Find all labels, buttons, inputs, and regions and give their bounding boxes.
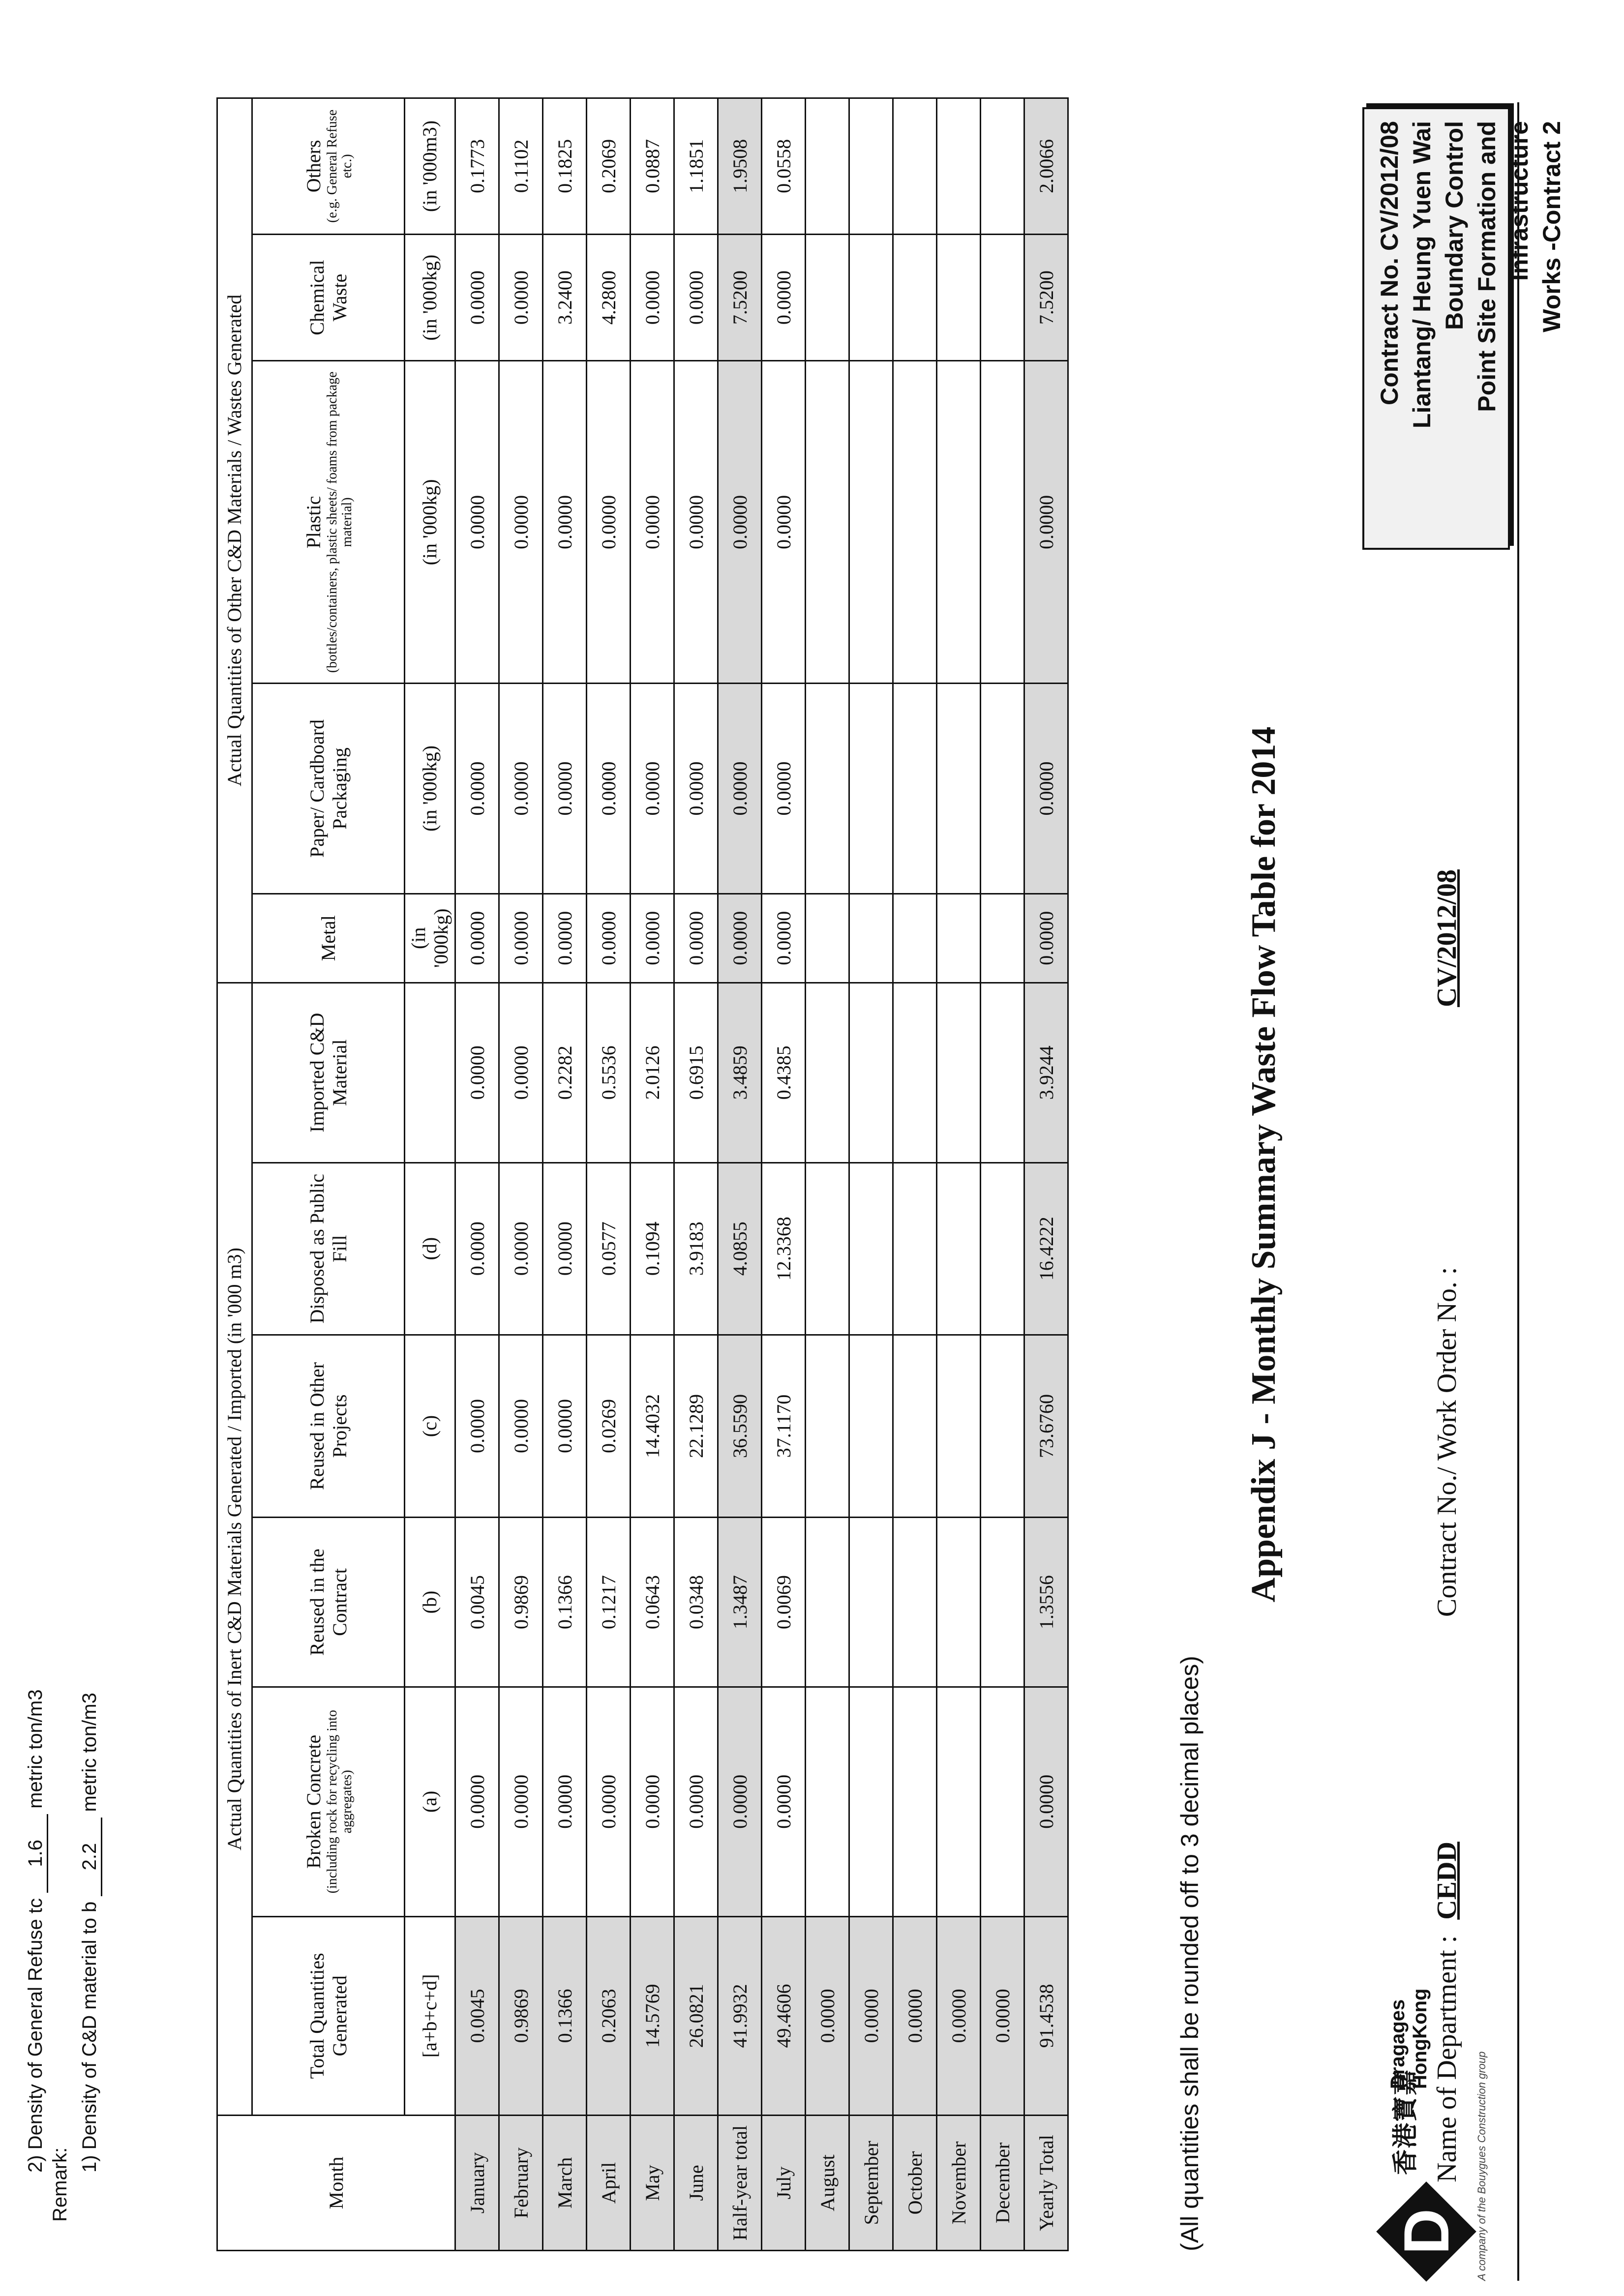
cell-d — [981, 1163, 1024, 1335]
cell-chem: 0.0000 — [631, 234, 674, 361]
cell-metal: 0.0000 — [499, 894, 543, 983]
cell-metal — [893, 894, 937, 983]
cell-a: 0.0000 — [499, 1687, 543, 1916]
logo-english-name-1: Dragages — [1387, 1999, 1409, 2089]
cell-b: 1.3556 — [1024, 1518, 1068, 1687]
cell-metal — [937, 894, 981, 983]
cell-chem — [981, 234, 1024, 361]
cell-month: June — [674, 2116, 718, 2251]
cell-total: 0.0000 — [806, 1916, 849, 2115]
header-reused-other: Reused in Other Projects — [252, 1335, 405, 1517]
remark-title: Remark: — [49, 2147, 71, 2222]
cell-c: 0.0000 — [543, 1335, 587, 1517]
waste-flow-table — [216, 97, 1069, 2251]
header-imported: Imported C&D Material — [252, 983, 405, 1163]
cell-total: 26.0821 — [674, 1916, 718, 2115]
cell-a: 0.0000 — [1024, 1687, 1068, 1916]
header-chemical-unit: (in '000kg) — [405, 234, 455, 361]
table-row — [762, 98, 806, 2251]
cell-others: 0.0887 — [631, 98, 674, 235]
cell-c: 0.0269 — [587, 1335, 631, 1517]
cell-d: 0.0000 — [543, 1163, 587, 1335]
cell-total: 14.5769 — [631, 1916, 674, 2115]
cell-d: 4.0855 — [718, 1163, 762, 1335]
cell-imp: 2.0126 — [631, 983, 674, 1163]
cell-a — [981, 1687, 1024, 1916]
cell-c — [893, 1335, 937, 1517]
cell-chem — [937, 234, 981, 361]
cell-paper: 0.0000 — [543, 684, 587, 894]
page-title: Appendix J - Monthly Summary Waste Flow Table for 2014 — [1245, 726, 1283, 1603]
cell-imp — [806, 983, 849, 1163]
department-value: CEDD — [1432, 1842, 1462, 1920]
cell-b — [937, 1518, 981, 1687]
cell-paper: 0.0000 — [718, 684, 762, 894]
table-row — [718, 98, 762, 2251]
cell-d — [806, 1163, 849, 1335]
cell-d: 3.9183 — [674, 1163, 718, 1335]
cell-chem: 0.0000 — [455, 234, 499, 361]
cell-d: 0.0000 — [499, 1163, 543, 1335]
logo-english-name-2: HongKong — [1409, 1988, 1431, 2089]
remark-1-row — [79, 1693, 102, 2173]
cell-chem: 7.5200 — [1024, 234, 1068, 361]
table-row — [806, 98, 849, 2251]
logo-tagline: A company of the Bouygues Construction group — [1475, 2051, 1488, 2281]
table-body — [455, 98, 1068, 2251]
cell-imp: 3.9244 — [1024, 983, 1068, 1163]
cell-paper: 0.0000 — [455, 684, 499, 894]
cell-b: 0.0069 — [762, 1518, 806, 1687]
cell-a: 0.0000 — [762, 1687, 806, 1916]
header-others: Others (e.g. General Refuse etc.) — [252, 98, 405, 235]
cell-c — [981, 1335, 1024, 1517]
cell-chem: 7.5200 — [718, 234, 762, 361]
cell-month: Half-year total — [718, 2116, 762, 2251]
document-sheet — [15, 33, 1608, 2296]
cell-b: 0.0348 — [674, 1518, 718, 1687]
remark-2-value: 1.6 — [25, 1814, 48, 1893]
table-row — [1024, 98, 1068, 2251]
cell-paper: 0.0000 — [631, 684, 674, 894]
cell-imp: 3.4859 — [718, 983, 762, 1163]
contract-box-line-2: Liantang/ Heung Yuen Wai Boundary Control — [1408, 121, 1468, 429]
cell-plastic: 0.0000 — [631, 361, 674, 684]
cell-a — [893, 1687, 937, 1916]
cell-chem — [849, 234, 893, 361]
contract-no-value: CV/2012/08 — [1432, 869, 1462, 1007]
cell-c: 22.1289 — [674, 1335, 718, 1517]
cell-c — [849, 1335, 893, 1517]
remark-2-row — [25, 1689, 48, 2173]
cell-imp: 0.0000 — [499, 983, 543, 1163]
table-row — [981, 98, 1024, 2251]
header-plastic-unit: (in '000kg) — [405, 361, 455, 684]
cell-metal — [849, 894, 893, 983]
cell-metal: 0.0000 — [543, 894, 587, 983]
cell-imp — [981, 983, 1024, 1163]
header-metal: Metal — [252, 894, 405, 983]
cell-chem: 3.2400 — [543, 234, 587, 361]
header-total-formula: [a+b+c+d] — [405, 1916, 455, 2115]
cell-total: 0.0000 — [981, 1916, 1024, 2115]
cell-paper — [937, 684, 981, 894]
cell-others — [937, 98, 981, 235]
cell-imp — [937, 983, 981, 1163]
cell-total: 0.1366 — [543, 1916, 587, 2115]
cell-plastic: 0.0000 — [762, 361, 806, 684]
cell-month: May — [631, 2116, 674, 2251]
cell-plastic: 0.0000 — [587, 361, 631, 684]
cell-plastic — [806, 361, 849, 684]
cell-total: 0.0000 — [849, 1916, 893, 2115]
table-row — [674, 98, 718, 2251]
cell-b: 0.9869 — [499, 1518, 543, 1687]
header-chemical: Chemical Waste — [252, 234, 405, 361]
cell-imp: 0.2282 — [543, 983, 587, 1163]
cell-total: 0.0045 — [455, 1916, 499, 2115]
cell-others: 2.0066 — [1024, 98, 1068, 235]
contract-box-line-1: Contract No. CV/2012/08 — [1376, 121, 1403, 405]
cell-imp: 0.6915 — [674, 983, 718, 1163]
cell-c: 0.0000 — [455, 1335, 499, 1517]
cell-paper — [893, 684, 937, 894]
rounding-note: (All quantities shall be rounded off to 3 decimal places) — [1176, 1656, 1203, 2251]
cell-metal: 0.0000 — [1024, 894, 1068, 983]
cell-b: 0.1366 — [543, 1518, 587, 1687]
cell-a: 0.0000 — [587, 1687, 631, 1916]
cell-month: December — [981, 2116, 1024, 2251]
cell-chem — [806, 234, 849, 361]
cell-month: February — [499, 2116, 543, 2251]
header-key-d: (d) — [405, 1163, 455, 1335]
cell-b: 0.0643 — [631, 1518, 674, 1687]
cell-c — [806, 1335, 849, 1517]
cell-plastic — [849, 361, 893, 684]
cell-a: 0.0000 — [718, 1687, 762, 1916]
cell-c: 37.1170 — [762, 1335, 806, 1517]
logo-chinese-name: 香港寶嘉 — [1391, 2068, 1420, 2175]
header-broken-concrete: Broken Concrete (including rock for recycling into aggregates) — [252, 1687, 405, 1916]
cell-month: April — [587, 2116, 631, 2251]
cell-metal — [981, 894, 1024, 983]
header-paper-unit: (in '000kg) — [405, 684, 455, 894]
cell-month: Yearly Total — [1024, 2116, 1068, 2251]
header-plastic: Plastic (bottles/containers, plastic sheets/ foams from package material) — [252, 361, 405, 684]
cell-paper: 0.0000 — [762, 684, 806, 894]
table-row — [937, 98, 981, 2251]
cell-d — [893, 1163, 937, 1335]
cell-plastic: 0.0000 — [543, 361, 587, 684]
cell-d — [937, 1163, 981, 1335]
cell-b: 1.3487 — [718, 1518, 762, 1687]
cell-c: 73.6760 — [1024, 1335, 1068, 1517]
cell-d: 0.0000 — [455, 1163, 499, 1335]
cell-total: 49.4606 — [762, 1916, 806, 2115]
cell-imp: 0.5536 — [587, 983, 631, 1163]
cell-paper: 0.0000 — [1024, 684, 1068, 894]
cell-metal: 0.0000 — [631, 894, 674, 983]
cell-imp: 0.4385 — [762, 983, 806, 1163]
cell-c: 14.4032 — [631, 1335, 674, 1517]
cell-paper — [981, 684, 1024, 894]
cell-c: 36.5590 — [718, 1335, 762, 1517]
cell-others: 0.2069 — [587, 98, 631, 235]
cell-metal — [806, 894, 849, 983]
header-group-other: Actual Quantities of Other C&D Materials / Wastes Generated — [217, 98, 252, 983]
cell-chem: 4.2800 — [587, 234, 631, 361]
cell-month: March — [543, 2116, 587, 2251]
cell-plastic: 0.0000 — [1024, 361, 1068, 684]
cell-imp — [893, 983, 937, 1163]
cell-total: 0.9869 — [499, 1916, 543, 2115]
cell-metal: 0.0000 — [674, 894, 718, 983]
table-row — [455, 98, 499, 2251]
cell-d: 0.0577 — [587, 1163, 631, 1335]
cell-b: 0.0045 — [455, 1518, 499, 1687]
logo-letter: D — [1390, 2208, 1462, 2255]
header-metal-unit: (in '000kg) — [405, 894, 455, 983]
cell-b — [981, 1518, 1024, 1687]
cell-a: 0.0000 — [455, 1687, 499, 1916]
cell-a: 0.0000 — [543, 1687, 587, 1916]
table-row — [543, 98, 587, 2251]
table-row — [587, 98, 631, 2251]
cell-paper: 0.0000 — [674, 684, 718, 894]
cell-a — [937, 1687, 981, 1916]
cell-total: 0.0000 — [893, 1916, 937, 2115]
cell-metal: 0.0000 — [762, 894, 806, 983]
header-others-unit: (in '000m3) — [405, 98, 455, 235]
cell-d: 0.1094 — [631, 1163, 674, 1335]
cell-b — [806, 1518, 849, 1687]
cell-others — [849, 98, 893, 235]
cell-others — [806, 98, 849, 235]
cell-paper: 0.0000 — [587, 684, 631, 894]
cell-others: 0.0558 — [762, 98, 806, 235]
cell-a: 0.0000 — [631, 1687, 674, 1916]
cell-chem — [893, 234, 937, 361]
header-divider — [1517, 102, 1519, 2281]
header-paper: Paper/ Cardboard Packaging — [252, 684, 405, 894]
cell-others — [893, 98, 937, 235]
cell-metal: 0.0000 — [587, 894, 631, 983]
cell-others: 1.9508 — [718, 98, 762, 235]
cell-month: November — [937, 2116, 981, 2251]
cell-d: 16.4222 — [1024, 1163, 1068, 1335]
header-imported-unit — [405, 983, 455, 1163]
table-row — [499, 98, 543, 2251]
department-label: Name of Department : — [1432, 1935, 1462, 2182]
cell-total: 91.4538 — [1024, 1916, 1068, 2115]
remark-2-label: 2) Density of General Refuse tc — [25, 1898, 46, 2173]
header-key-b: (b) — [405, 1518, 455, 1687]
header-public-fill: Disposed as Public Fill — [252, 1163, 405, 1335]
cell-plastic: 0.0000 — [499, 361, 543, 684]
cell-metal: 0.0000 — [718, 894, 762, 983]
remark-1-value: 2.2 — [79, 1818, 102, 1896]
cell-plastic — [893, 361, 937, 684]
cell-total: 41.9932 — [718, 1916, 762, 2115]
table-row — [631, 98, 674, 2251]
cell-d — [849, 1163, 893, 1335]
cell-month: October — [893, 2116, 937, 2251]
header-total: Total Quantities Generated — [252, 1916, 405, 2115]
cell-month: August — [806, 2116, 849, 2251]
cell-paper — [806, 684, 849, 894]
cell-chem: 0.0000 — [762, 234, 806, 361]
remark-1-label: 1) Density of C&D material to b — [79, 1901, 100, 2173]
cell-paper: 0.0000 — [499, 684, 543, 894]
contract-info-box — [1362, 107, 1565, 550]
header-month: Month — [217, 2116, 455, 2251]
table-row — [849, 98, 893, 2251]
cell-c — [937, 1335, 981, 1517]
cell-chem: 0.0000 — [674, 234, 718, 361]
contract-box-line-4: Works -Contract 2 — [1538, 121, 1565, 332]
cell-b — [893, 1518, 937, 1687]
cell-plastic: 0.0000 — [674, 361, 718, 684]
cell-a — [806, 1687, 849, 1916]
cell-b: 0.1217 — [587, 1518, 631, 1687]
cell-a — [849, 1687, 893, 1916]
cell-paper — [849, 684, 893, 894]
contract-box-line-3: Point Site Formation and Infrastructure — [1473, 121, 1533, 412]
cell-b — [849, 1518, 893, 1687]
remark-1-unit: metric ton/m3 — [79, 1693, 100, 1812]
cell-imp: 0.0000 — [455, 983, 499, 1163]
cell-c: 0.0000 — [499, 1335, 543, 1517]
cell-others — [981, 98, 1024, 235]
cell-month: July — [762, 2116, 806, 2251]
cell-plastic: 0.0000 — [455, 361, 499, 684]
table-row — [893, 98, 937, 2251]
contract-no-label: Contract No./ Work Order No. : — [1432, 1267, 1462, 1617]
cell-others: 0.1825 — [543, 98, 587, 235]
company-logo — [1367, 1937, 1490, 2281]
header-key-a: (a) — [405, 1687, 455, 1916]
cell-others: 0.1102 — [499, 98, 543, 235]
cell-imp — [849, 983, 893, 1163]
cell-metal: 0.0000 — [455, 894, 499, 983]
cell-plastic — [937, 361, 981, 684]
cell-a: 0.0000 — [674, 1687, 718, 1916]
cell-others: 0.1773 — [455, 98, 499, 235]
cell-chem: 0.0000 — [499, 234, 543, 361]
cell-d: 12.3368 — [762, 1163, 806, 1335]
cell-total: 0.2063 — [587, 1916, 631, 2115]
cell-month: January — [455, 2116, 499, 2251]
cell-month: September — [849, 2116, 893, 2251]
header-key-c: (c) — [405, 1335, 455, 1517]
department-line — [1431, 1833, 1463, 2182]
remark-2-unit: metric ton/m3 — [25, 1689, 46, 1809]
cell-others: 1.1851 — [674, 98, 718, 235]
cell-plastic — [981, 361, 1024, 684]
header-group-inert: Actual Quantities of Inert C&D Materials Generated / Imported (in '000 m3) — [217, 983, 252, 2115]
cell-plastic: 0.0000 — [718, 361, 762, 684]
header-reused-contract: Reused in the Contract — [252, 1518, 405, 1687]
cell-total: 0.0000 — [937, 1916, 981, 2115]
